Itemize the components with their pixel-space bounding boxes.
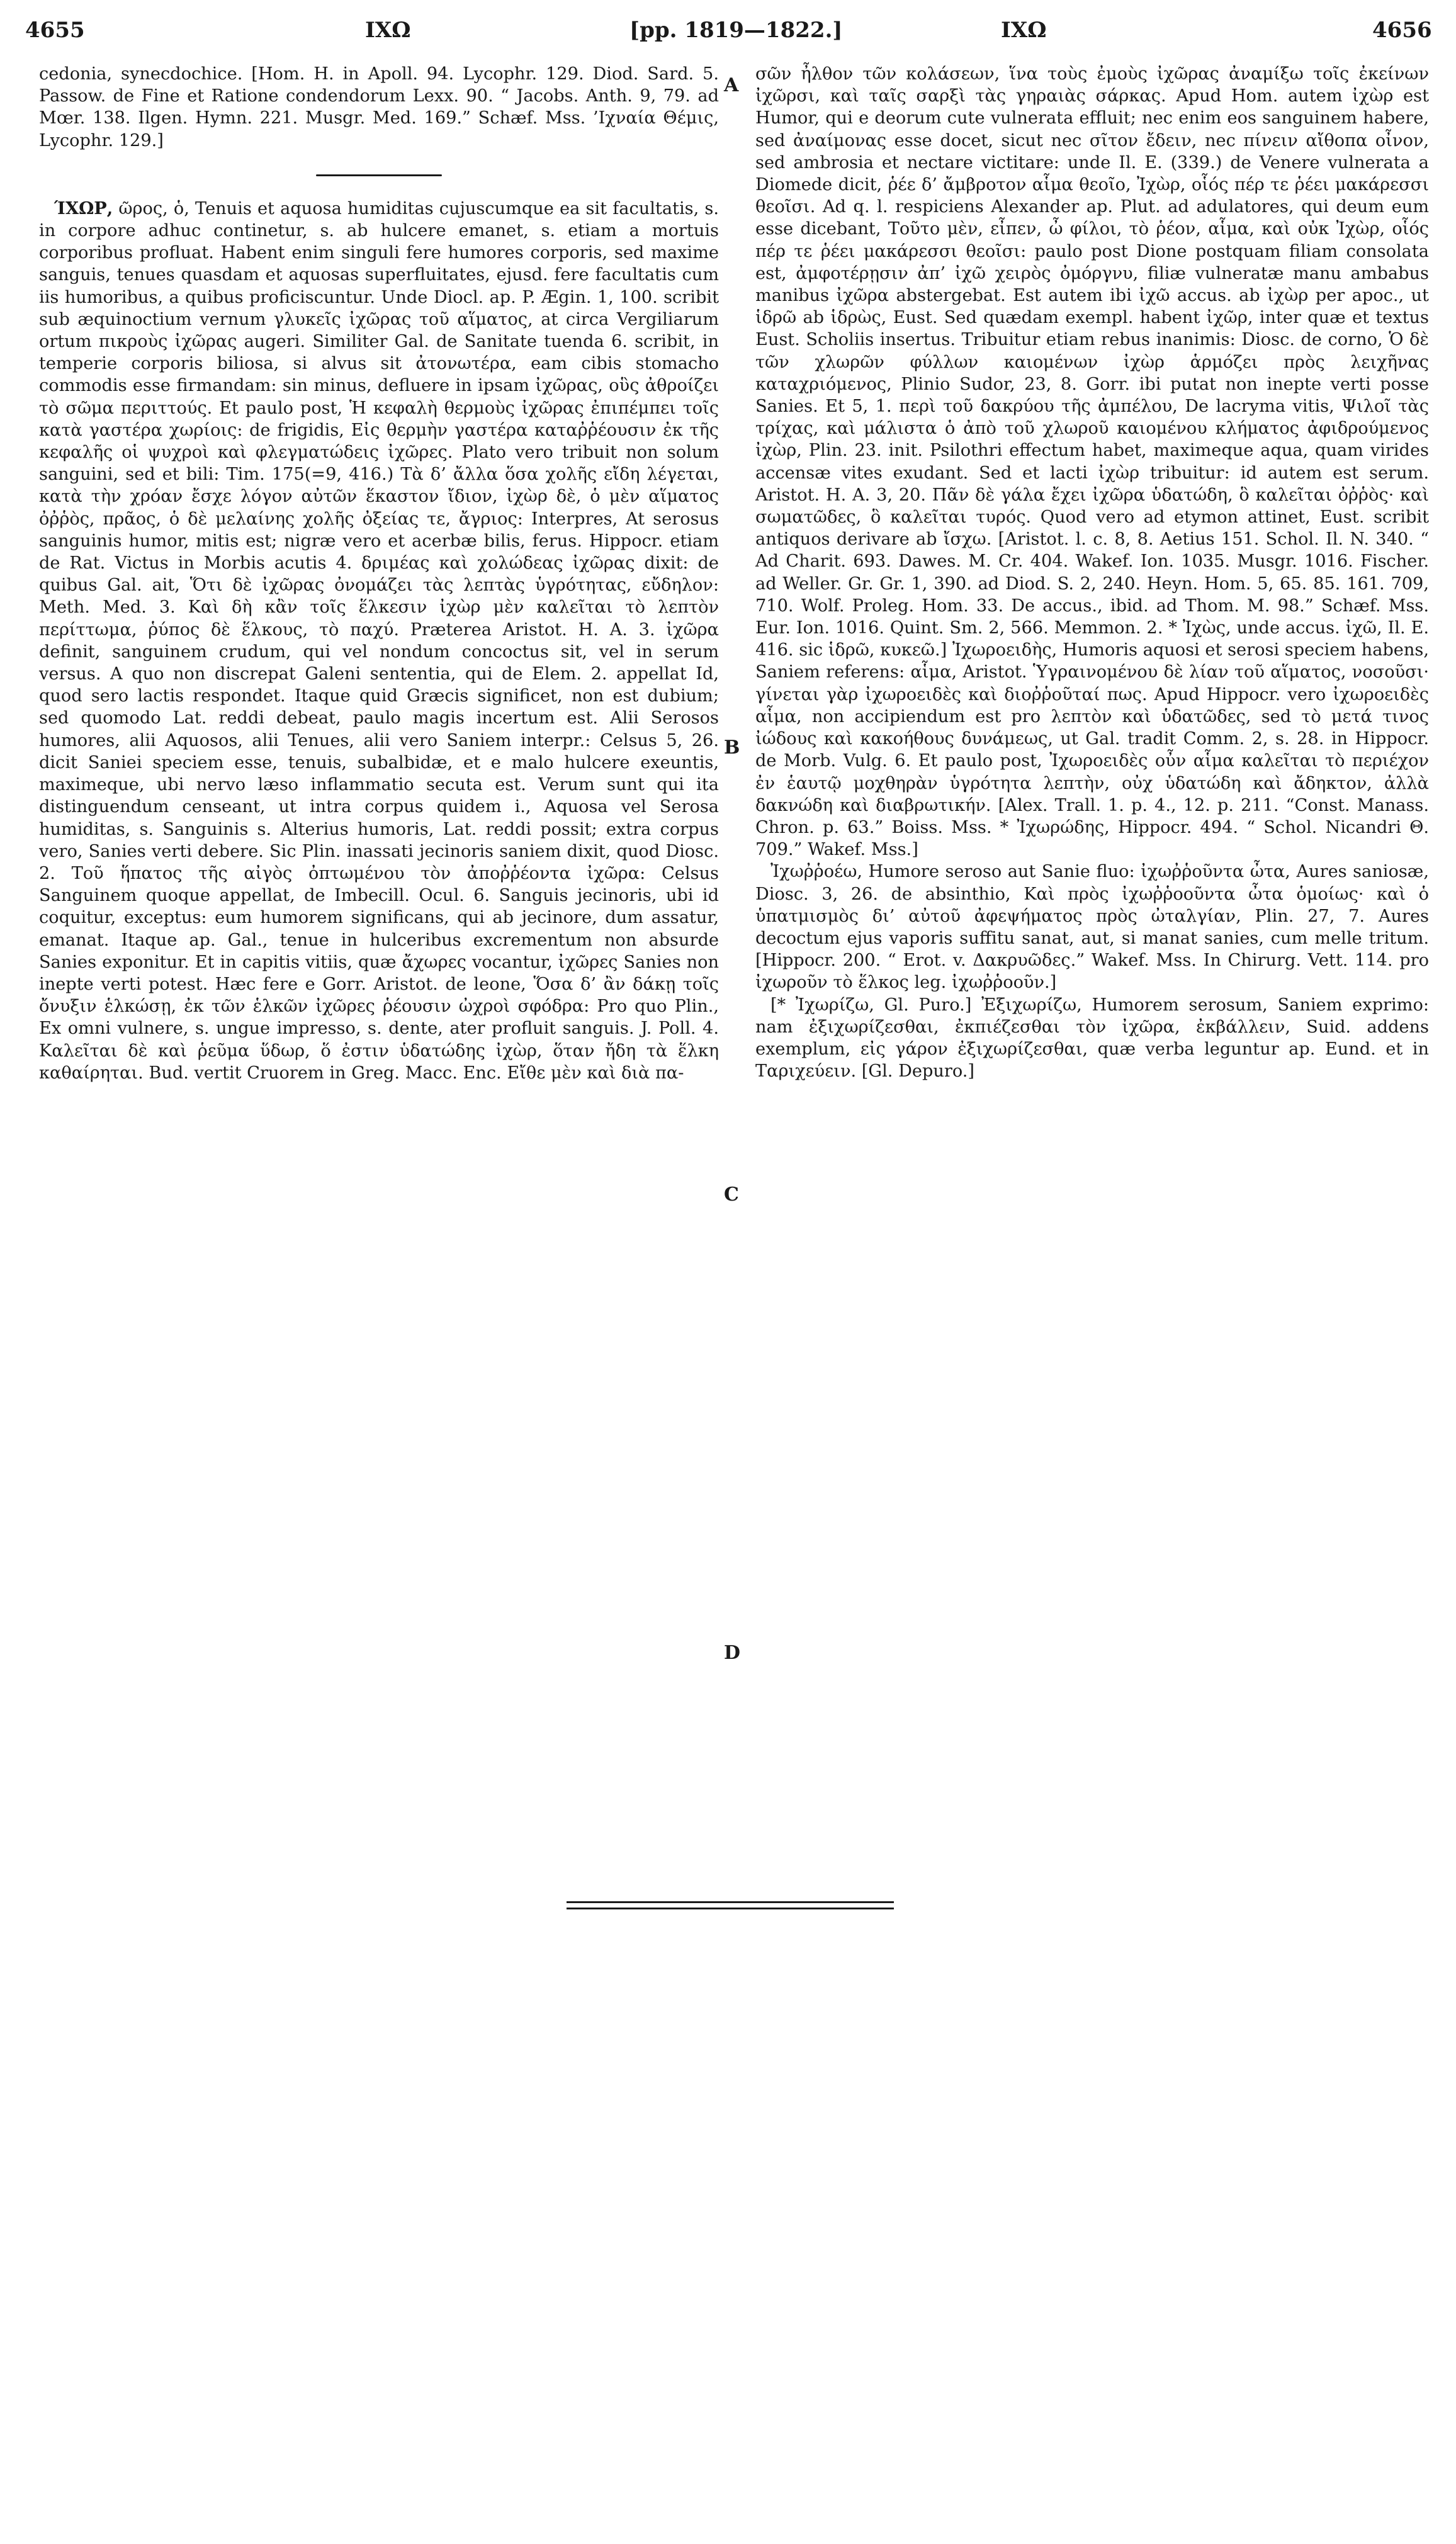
continued-entry: cedonia, synecdochice. [Hom. H. in Apoll. 94. Lycophr. 129. Diod. Sard. 5. Passow. de Fine et Ratione condendorum Lexx. 90. “ Jacobs. Anth. 9, 79. ad Mœr. 138. Ilgen. Hymn. 221. Musgr. Med. 169.” Schæf. Mss. ’Ιχναία Θέμις, Lycophr. 129.] [39,64,719,150]
running-title-left: ΙΧΩ [365,18,411,43]
section-marker-c: C [724,1184,739,1206]
left-column [39,63,719,1084]
entry-separator [316,174,442,176]
entry-body: ῶρος, ὁ, Tenuis et aquosa humiditas cujuscumque ea sit facultatis, s. in corpore adhuc continetur, s. ab hulcere emanet, s. etiam a mortuis corporibus profluat. Habent enim singuli fere humores corporis, sed maxime sanguis, tenues quasdam et aquosas superfluitates, ejusd. fere facultatis cum iis humoribus, a quibus proficiscuntur. Unde Diocl. ap. P. Ægin. 1, 100. scribit sub æquinoctium vernum γλυκεῖς ἰχῶρας τοῦ αἵματος, at circa Vergiliarum ortum πικροὺς ἰχῶρας augeri. Similiter Gal. de Sanitate tuenda 6. scribit, in temperie corporis biliosa, si alvus sit ἀτονωτέρα, eam cibis stomacho commodis esse firmandam: sin minus, defluere in ipsam ἰχῶρας, οὓς ἀθροίζει τὸ σῶμα περιττούς. Et paulo post, Ἡ κεφαλὴ θερμοὺς ἰχῶρας ἐπιπέμπει τοῖς κατὰ γαστέρα χωρίοις: de frigidis, Εἰς θερμὴν γαστέρα καταῤῥέουσιν ἐκ τῆς κεφαλῆς οἱ ψυχροὶ καὶ φλεγματώδεις ἰχῶρες. Plato vero tribuit non solum sanguini, sed et bili: Tim. 175(=9, 416.) Τὰ δ’ ἄλλα ὅσα χολῆς εἴδη λέγεται, κατὰ τὴν χρόαν ἔσχε λόγον αὐτῶν ἕκαστον ἴδιον, ἰχὼρ δὲ, ὁ μὲν αἵματος ὀῤῥὸς, πρᾶος, ὁ δὲ μελαίνης χολῆς ὀξείας τε, ἄγριος: Interpres, At serosus sanguinis humor, mitis est; nigræ vero et acerbæ bilis, ferus. Hippocr. etiam de Rat. Victus in Morbis acutis 4. δριμέας καὶ χολώδεας ἰχῶρας dixit: de quibus Gal. ait, Ὅτι δὲ ἰχῶρας ὀνομάζει τὰς λεπτὰς ὑγρότητας, εὔδηλον: Meth. Med. 3. Καὶ δὴ κἂν τοῖς ἕλκεσιν ἰχὼρ μὲν καλεῖται τὸ λεπτὸν περίττωμα, ῥύπος δὲ ἕλκους, τὸ παχύ. Præterea Aristot. H. A. 3. ἰχῶρα definit, sanguinem crudum, qui vel nondum concoctus sit, vel in serum versus. A quo non discrepat Galeni sententia, qui de Elem. 2. appellat Id, quod sero lactis respondet. Itaque quid Græcis significet, non est dubium; sed quomodo Lat. reddi debeat, paulo magis incertum est. Alii Serosos humores, alii Aquosos, alii Tenues, alii vero Saniem interpr.: Celsus 5, 26. dicit Saniei speciem esse, tenuis, subalbidæ, et e malo hulcere exeuntis, maximeque, ubi nervo læso inflammatio secuta est. Verum sunt qui ita distinguendum censeant, ut intra corpus quidem i., Aquosa vel Serosa humiditas, s. Sanguinis s. Alterius humoris, Lat. reddi possit; extra corpus vero, Sanies verti debere. Sic Plin. inassati jecinoris saniem dixit, quod Diosc. 2. Τοῦ ἥπατος τῆς αἰγὸς ὀπτωμένου τὸν ἀποῤῥέοντα ἰχῶρα: Celsus Sanguinem quoque appellat, de Imbecill. Ocul. 6. Sanguis jecinoris, ubi id coquitur, exceptus: eum humorem significans, qui ab jecinore, dum assatur, emanat. Itaque ap. Gal., tenue in hulceribus excrementum non absurde Sanies exponitur. Et in capitis vitiis, quæ ἄχωρες vocantur, ἰχῶρες Sanies non inepte verti potest. Hæc fere e Gorr. Aristot. de leone, Ὅσα δ’ ἂν δάκῃ τοῖς ὄνυξιν ἑλκώσῃ, ἐκ τῶν ἑλκῶν ἰχῶρες ῥέουσιν ὠχροὶ σφόδρα: Pro quo Plin., Ex omni vulnere, s. ungue impresso, s. dente, ater profluit sanguis. J. Poll. 4. Καλεῖται δὲ καὶ ῥεῦμα ὕδωρ, ὅ ἐστιν ὑδατώδης ἰχὼρ, ὅταν ἤδη τὰ ἕλκη καθαίρηται. Bud. vertit Cruorem in Greg. Macc. Enc. Εἴθε μὲν καὶ διὰ πα- [39,198,719,1083]
page-range: [pp. 1819—1822.] [629,18,843,43]
page-number-left: 4655 [25,18,85,43]
right-paragraph-1: σῶν ἦλθον τῶν κολάσεων, ἵνα τοὺς ἐμοὺς ἰχῶρας ἀναμίξω τοῖς ἐκείνων ἰχῶρσι, καὶ ταῖς σαρξὶ τὰς γηραιὰς σάρκας. Apud Hom. autem ἰχὼρ est Humor, qui e deorum cute vulnerata effluit; nec enim eos sanguinem habere, sed ἀναίμονας esse docet, sicut nec σῖτον ἔδειν, nec πίνειν αἴθοπα οἶνον, sed ambrosia et nectare victitare: unde Il. E. (339.) de Venere vulnerata a Diomede dicit, ῥέε δ’ ἄμβροτον αἷμα θεοῖο, Ἰχὼρ, οἷός πέρ τε ῥέει μακάρεσσι θεοῖσι. Ad q. l. respiciens Alexander ap. Plut. ad adulatores, qui deum eum esse dicebant, Τοῦτο μὲν, εἶπεν, ὦ φίλοι, τὸ ῥέον, αἷμα, καὶ οὐκ Ἰχὼρ, οἷός πέρ τε ῥέει μακάρεσσι θεοῖσι: paulo post Dione postquam filiam consolata est, ἀμφοτέρῃσιν ἀπ’ ἰχῶ χειρὸς ὀμόργνυ, filiæ vulneratæ manu ambabus manibus ἰχῶρα abstergebat. Est autem ibi ἰχῶ accus. ab ἰχὼρ per apoc., ut ἱδρῶ ab ἱδρὼς, Eust. Sed quædam exempl. habent ἰχῶρ, inter quæ et textus Eust. Scholiis insertus. Tribuitur etiam rebus inanimis: Diosc. de corno, Ὁ δὲ τῶν χλωρῶν φύλλων καιομένων ἰχὼρ ἁρμόζει πρὸς λειχῆνας καταχριόμενος, Plinio Sudor, 23, 8. Gorr. ibi putat non inepte verti posse Sanies. Et 5, 1. περὶ τοῦ δακρύου τῆς ἀμπέλου, De lacryma vitis, Ψιλοῖ τὰς τρίχας, καὶ μάλιστα ὁ ἀπὸ τοῦ χλωροῦ καιομένου κλήματος ἀφιδρούμενος ἰχὼρ, Plin. 23. init. Psilothri effectum habet, maximeque aqua, quam virides accensæ vites exudant. Sed et lacti ἰχὼρ tribuitur: id autem est serum. Aristot. H. A. 3, 20. Πᾶν δὲ γάλα ἔχει ἰχῶρα ὑδατώδη, ὃ καλεῖται ὀῤῥὸς· καὶ σωματῶδες, ὃ καλεῖται τυρός. Quod vero ad etymon attinet, Eust. scribit antiquos derivare ab ἴσχω. [Aristot. l. c. 8, 8. Aetius 151. Schol. Il. N. 340. “ Ad Charit. 693. Dawes. M. Cr. 404. Wakef. Ion. 1035. Musgr. 1016. Fischer. ad Weller. Gr. Gr. 1, 390. ad Diod. S. 2, 240. Heyn. Hom. 5, 65. 85. 161. 709, 710. Wolf. Proleg. Hom. 33. De accus., ibid. ad Thom. M. 98.” Schæf. Mss. Eur. Ion. 1016. Quint. Sm. 2, 566. Memmon. 2. * Ἰχὼς, unde accus. ἰχῶ, Il. E. 416. sic ἱδρῶ, κυκεῶ.] Ἰχωροειδὴς, Humoris aquosi et serosi speciem habens, Saniem referens: αἷμα, Aristot. Ὑγραινομένου δὲ λίαν τοῦ αἵματος, νοσοῦσι· γίνεται γὰρ ἰχωροειδὲς καὶ διοῤῥοῦταί πως. Apud Hippocr. vero ἰχωροειδὲς αἷμα, non accipiendum est pro λεπτὸν καὶ ὑδατῶδες, sed τὸ μετά τινος ἰώδους καὶ κακοήθους δυνάμεως, ut Gal. tradit Comm. 2, s. 28. in Hippocr. de Morb. Vulg. 6. Et paulo post, Ἰχωροειδὲς οὖν αἷμα καλεῖται τὸ περιέχον ἐν ἑαυτῷ μοχθηρὰν ὑγρότητα λεπτὴν, οὐχ ὑδατώδη καὶ ἄδηκτον, ἀλλὰ δακνώδη καὶ διαβρωτικήν. [Alex. Trall. 1. p. 4., 12. p. 211. “Const. Manass. Chron. p. 63.” Boiss. Mss. * Ἰχωρώδης, Hippocr. 494. “ Schol. Nicandri Θ. 709.” Wakef. Mss.] [755,64,1429,860]
right-column [755,63,1429,1082]
entry-lemma: ΊΧΩΡ, [54,198,113,218]
section-marker-b: B [724,737,740,759]
page-header [0,0,1456,69]
entry-ichor [39,198,719,1084]
section-marker-d: D [724,1642,741,1664]
end-rule-bottom [567,1908,894,1909]
page-number-right: 4656 [1372,18,1432,43]
end-rule-top [567,1901,894,1903]
entry-exichorizo: [* Ἰχωρίζω, Gl. Puro.] Ἐξιχωρίζω, Humorem serosum, Saniem exprimo: nam ἐξιχωρίζεσθαι, ἐκπιέζεσθαι τὸν ἰχῶρα, ἐκβάλλειν, Suid. addens exemplum, εἰς γάρον ἐξιχωρίζεσθαι, quæ verba leguntur ap. Eund. et in Ταριχεύειν. [Gl. Depuro.] [755,995,1429,1082]
entry-ichorrhoeo: Ἰχωῤῥοέω, Humore seroso aut Sanie fluo: ἰχωῤῥοῦντα ὦτα, Aures saniosæ, Diosc. 3, 26. de absinthio, Καὶ πρὸς ἰχωῤῥοοῦντα ὦτα ὁμοίως· καὶ ὁ ὑπατμισμὸς δι’ αὐτοῦ ἀφεψήματος πρὸς ὠταλγίαν, Plin. 27, 7. Aures decoctum ejus vaporis suffitu sanat, aut, si manat sanies, cum melle tritum. [Hippocr. 200. “ Erot. v. Δακρυῶδες.” Wakef. Mss. In Chirurg. Vett. 114. pro ἰχωροῦν τὸ ἕλκος leg. ἰχωῤῥοοῦν.] [755,862,1429,993]
running-title-right: ΙΧΩ [1001,18,1047,43]
section-marker-a: A [724,74,739,96]
